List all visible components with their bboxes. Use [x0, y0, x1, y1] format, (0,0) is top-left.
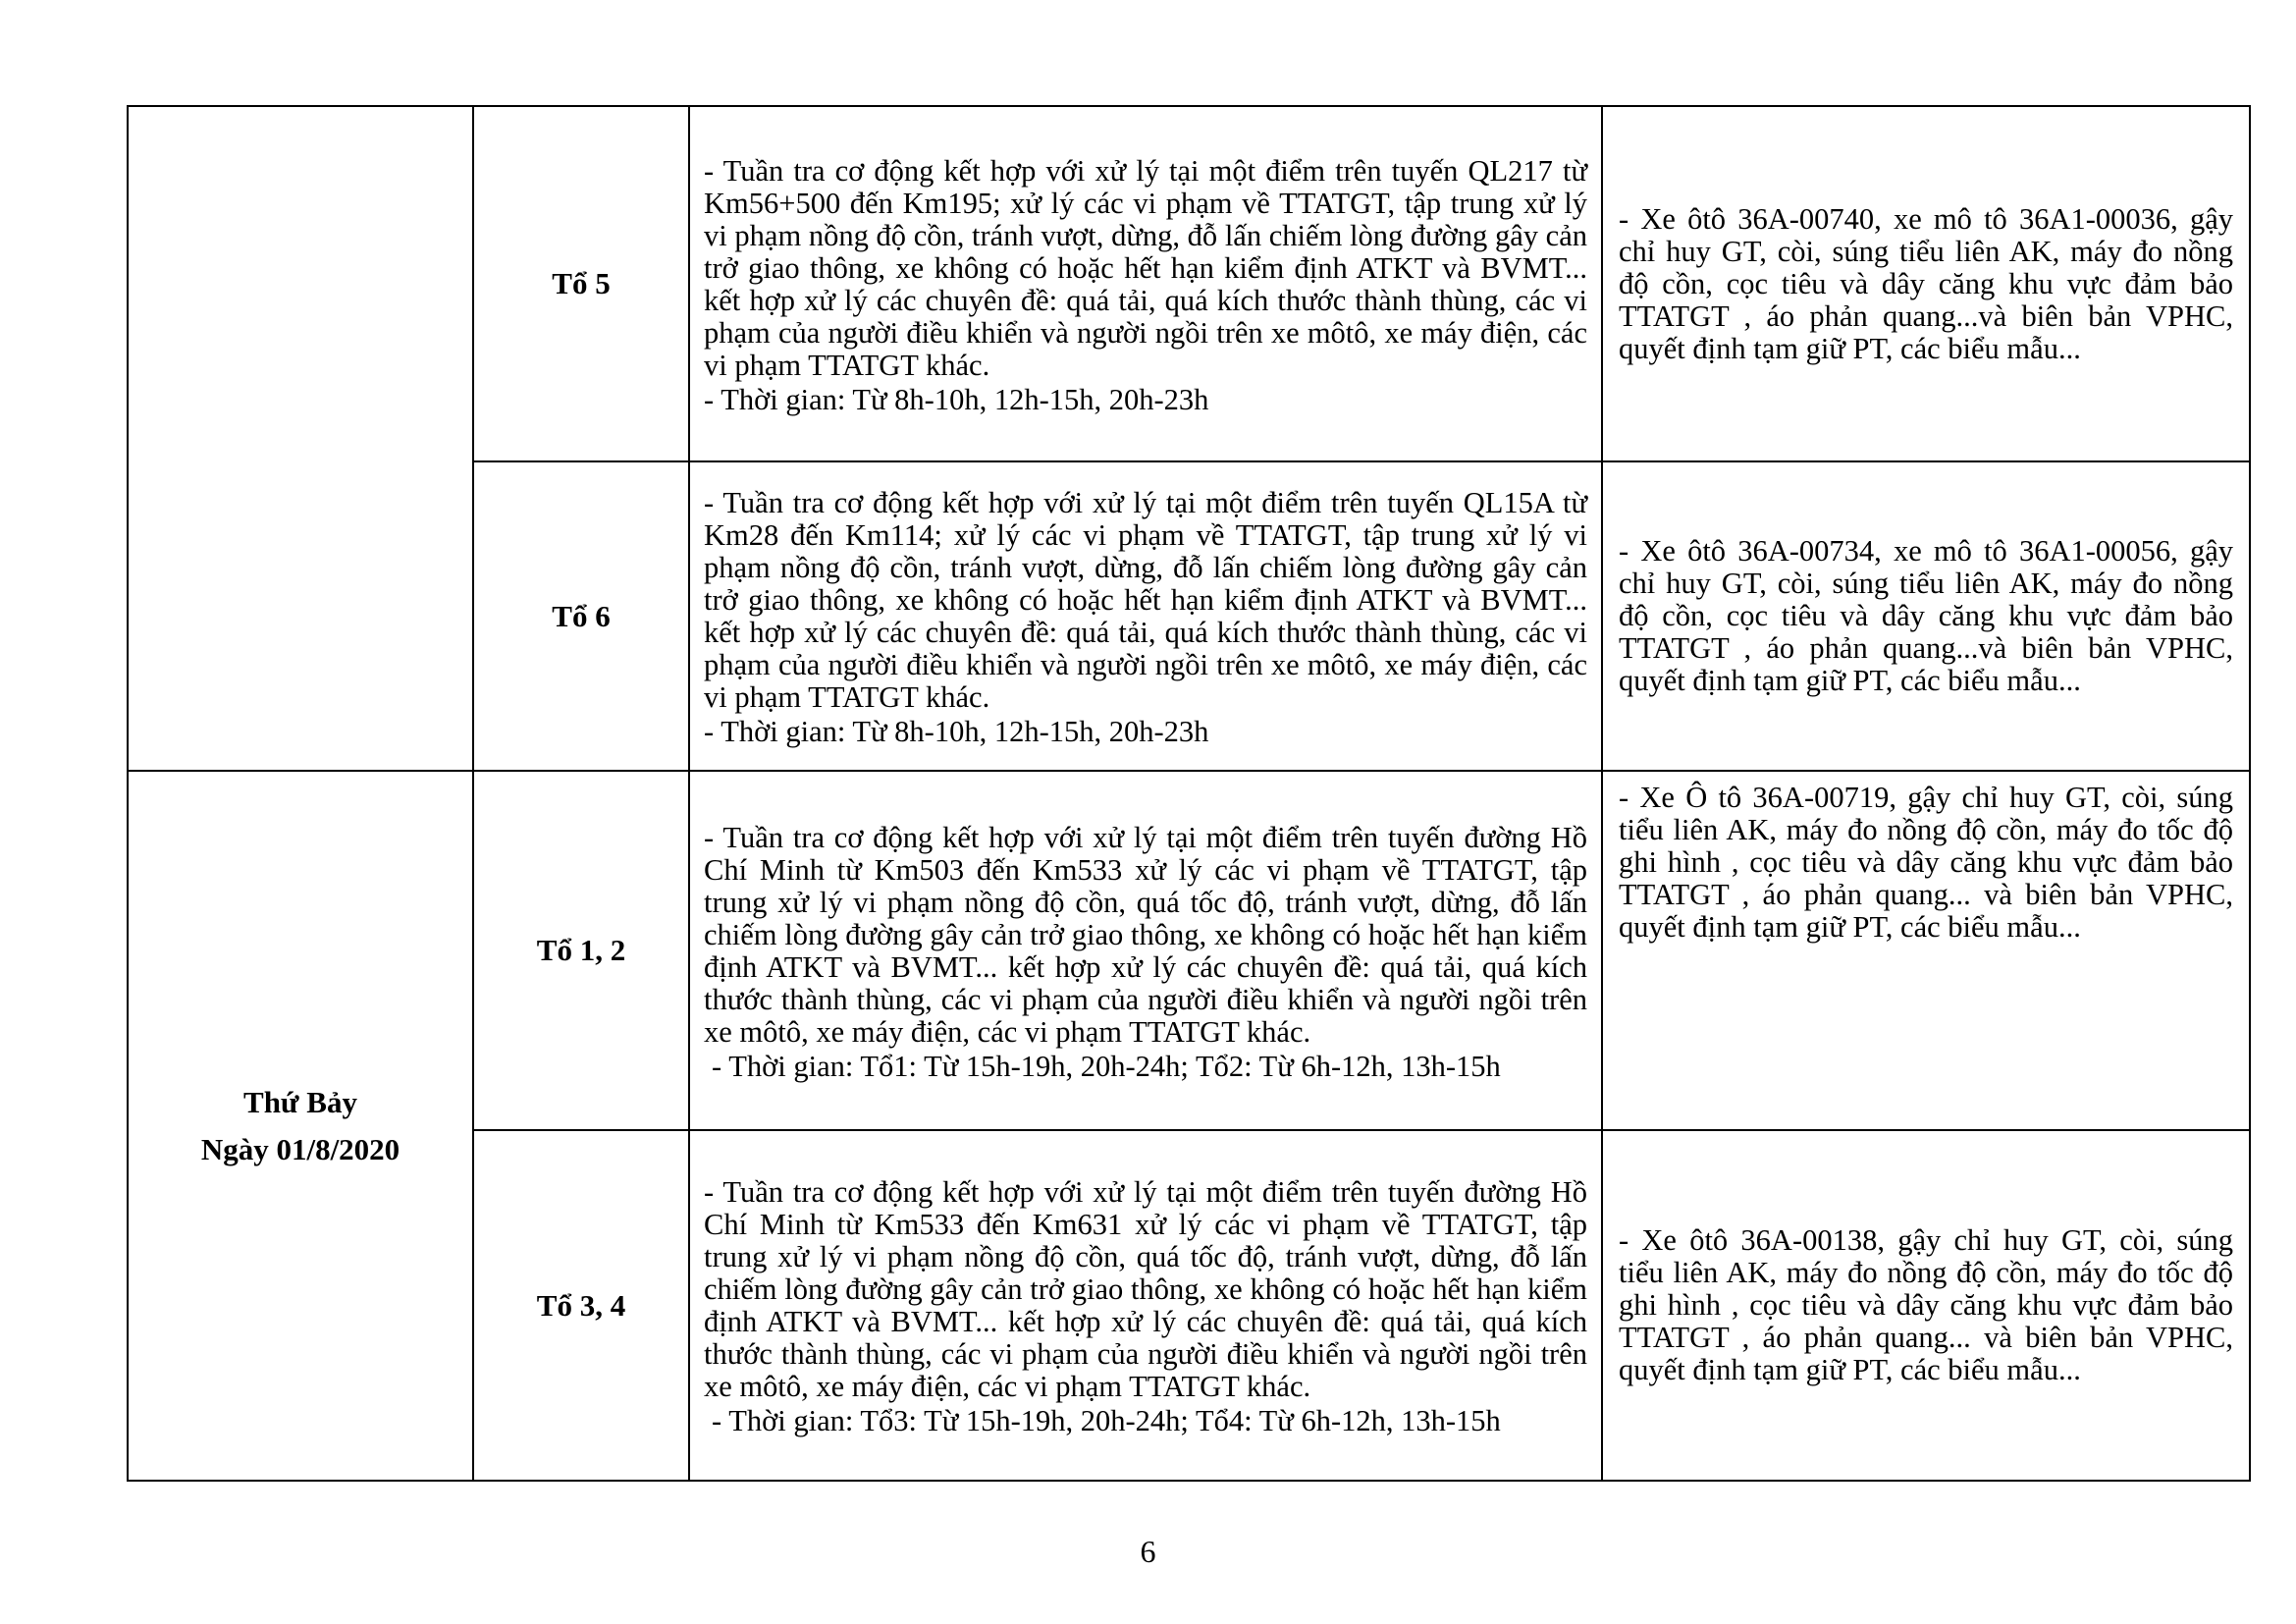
page-number: 6 [1140, 1534, 1156, 1569]
equipment-cell [1602, 1130, 2250, 1481]
task-time: - Thời gian: Tổ3: Từ 15h-19h, 20h-24h; Tổ4: Từ 6h-12h, 13h-15h [712, 1404, 1501, 1437]
task-cell [689, 461, 1602, 771]
task-description: - Tuần tra cơ động kết hợp với xử lý tại một điểm trên tuyến QL15A từ Km28 đến Km114; xử lý các vi phạm về TTATGT, tập trung xử lý vi phạm nồng độ cồn, tránh vượt, dừng, đỗ lấn chiếm lòng đường gây cản trở giao thông, xe không có hoặc hết hạn kiểm định ATKT và BVMT... kết hợp xử lý các chuyên đề: quá tải, quá kích thước thành thùng, các vi phạm của người điều khiển và người ngồi trên xe môtô, xe máy điện, các vi phạm TTATGT khác. [704, 486, 1587, 714]
team-cell: Tổ 1, 2 [473, 771, 689, 1130]
equipment-text: - Xe ôtô 36A-00740, xe mô tô 36A1-00036, gậy chỉ huy GT, còi, súng tiểu liên AK, máy đo nồng độ cồn, cọc tiêu và dây căng khu vực đảm bảo TTATGT , áo phản quang...và biên bản VPHC, quyết định tạm giữ PT, các biểu mẫu... [1619, 201, 2233, 365]
task-time: - Thời gian: Tổ1: Từ 15h-19h, 20h-24h; Tổ2: Từ 6h-12h, 13h-15h [712, 1049, 1501, 1083]
day-date: Ngày 01/8/2020 [200, 1131, 400, 1166]
task-cell [689, 106, 1602, 461]
equipment-cell [1602, 771, 2250, 1130]
day-name: Thứ Bảy [243, 1084, 357, 1119]
equipment-text: - Xe Ô tô 36A-00719, gậy chỉ huy GT, còi, súng tiểu liên AK, máy đo nồng độ cồn, máy đo tốc độ ghi hình , cọc tiêu và dây căng khu vực đảm bảo TTATGT , áo phản quang... và biên bản VPHC, quyết định tạm giữ PT, các biểu mẫu... [1619, 781, 2233, 944]
equipment-text: - Xe ôtô 36A-00138, gậy chỉ huy GT, còi, súng tiểu liên AK, máy đo nồng độ cồn, máy đo tốc độ ghi hình , cọc tiêu và dây căng khu vực đảm bảo TTATGT , áo phản quang... và biên bản VPHC, quyết định tạm giữ PT, các biểu mẫu... [1619, 1223, 2233, 1386]
table-row [128, 771, 2250, 1130]
team-cell: Tổ 3, 4 [473, 1130, 689, 1481]
task-time: - Thời gian: Từ 8h-10h, 12h-15h, 20h-23h [704, 382, 1209, 416]
equipment-text: - Xe ôtô 36A-00734, xe mô tô 36A1-00056, gậy chỉ huy GT, còi, súng tiểu liên AK, máy đo nồng độ cồn, cọc tiêu và dây căng khu vực đảm bảo TTATGT , áo phản quang...và biên bản VPHC, quyết định tạm giữ PT, các biểu mẫu... [1619, 534, 2233, 697]
day-cell [128, 771, 473, 1481]
task-cell [689, 1130, 1602, 1481]
patrol-schedule-table [127, 105, 2251, 1482]
task-description: - Tuần tra cơ động kết hợp với xử lý tại một điểm trên tuyến đường Hồ Chí Minh từ Km503 đến Km533 xử lý các vi phạm về TTATGT, tập trung xử lý vi phạm nồng độ cồn, quá tốc độ, tránh vượt, dừng, đỗ lấn chiếm lòng đường gây cản trở giao thông, xe không có hoặc hết hạn kiểm định ATKT và BVMT... kết hợp xử lý các chuyên đề: quá tải, quá kích thước thành thùng, các vi phạm của người điều khiển và người ngồi trên xe môtô, xe máy điện, các vi phạm TTATGT khác. [704, 820, 1587, 1049]
equipment-cell [1602, 106, 2250, 461]
task-description: - Tuần tra cơ động kết hợp với xử lý tại một điểm trên tuyến đường Hồ Chí Minh từ Km533 đến Km631 xử lý các vi phạm về TTATGT, tập trung xử lý vi phạm nồng độ cồn, quá tốc độ, tránh vượt, dừng, đỗ lấn chiếm lòng đường gây cản trở giao thông, xe không có hoặc hết hạn kiểm định ATKT và BVMT... kết hợp xử lý các chuyên đề: quá tải, quá kích thước thành thùng, các vi phạm của người điều khiển và người ngồi trên xe môtô, xe máy điện, các vi phạm TTATGT khác. [704, 1175, 1587, 1403]
team-cell: Tổ 6 [473, 461, 689, 771]
task-description: - Tuần tra cơ động kết hợp với xử lý tại một điểm trên tuyến QL217 từ Km56+500 đến Km195; xử lý các vi phạm về TTATGT, tập trung xử lý vi phạm nồng độ cồn, tránh vượt, dừng, đỗ lấn chiếm lòng đường gây cản trở giao thông, xe không có hoặc hết hạn kiểm định ATKT và BVMT... kết hợp xử lý các chuyên đề: quá tải, quá kích thước thành thùng, các vi phạm của người điều khiển và người ngồi trên xe môtô, xe máy điện, các vi phạm TTATGT khác. [704, 153, 1587, 382]
task-cell [689, 771, 1602, 1130]
team-cell: Tổ 5 [473, 106, 689, 461]
day-cell-previous [128, 106, 473, 771]
task-time: - Thời gian: Từ 8h-10h, 12h-15h, 20h-23h [704, 715, 1209, 748]
table-row [128, 106, 2250, 461]
equipment-cell [1602, 461, 2250, 771]
